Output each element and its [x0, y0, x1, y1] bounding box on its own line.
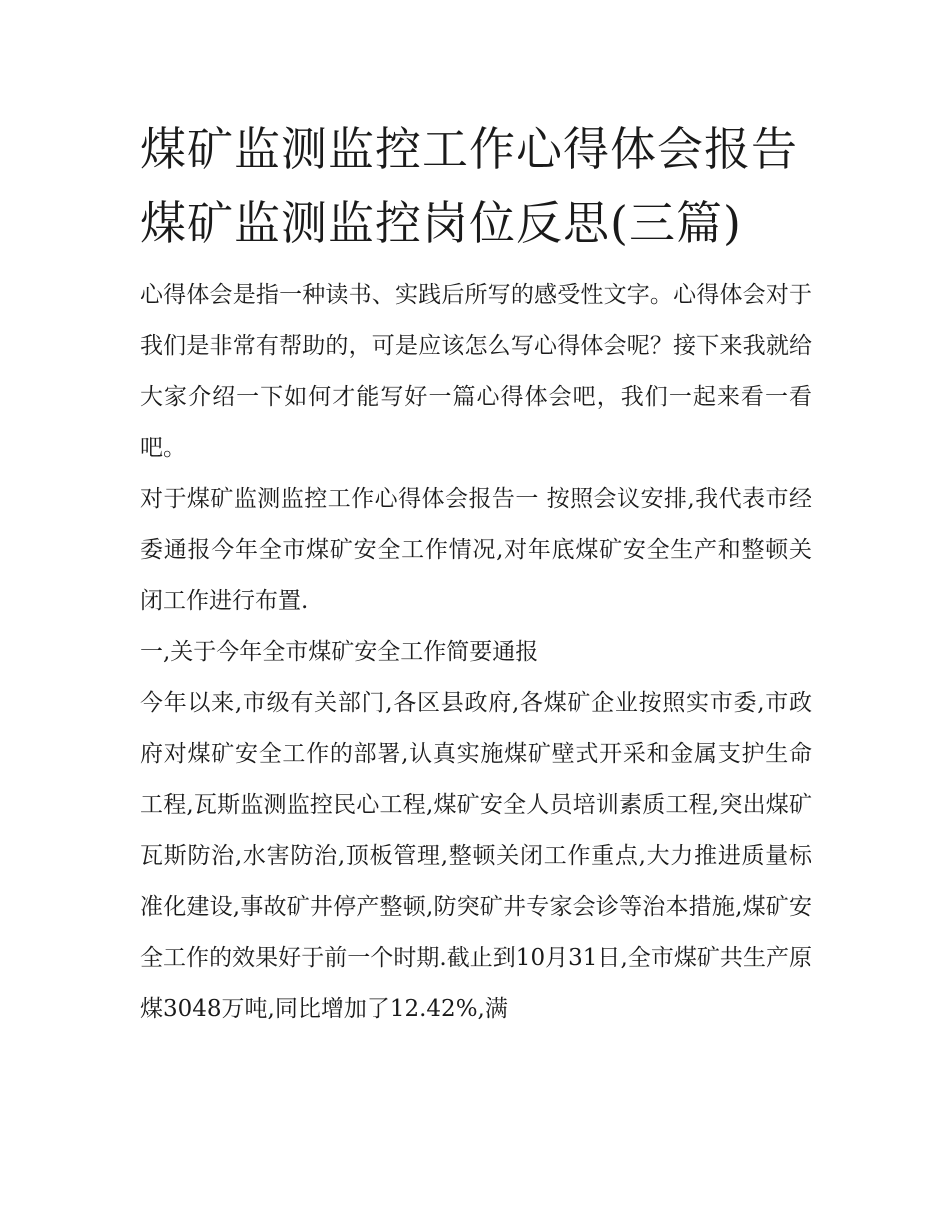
document-title: 煤矿监测监控工作心得体会报告 煤矿监测监控岗位反思(三篇) [140, 122, 798, 250]
section-heading: 一,关于今年全市煤矿安全工作简要通报 [140, 639, 539, 665]
document-page [140, 112, 812, 1035]
report-intro-paragraph: 对于煤矿监测监控工作心得体会报告一 按照会议安排,我代表市经委通报今年全市煤矿安全工作情况,对年底煤矿安全生产和整顿关闭工作进行布置. [140, 486, 812, 614]
intro-paragraph: 心得体会是指一种读书、实践后所写的感受性文字。心得体会对于我们是非常有帮助的，可是应该怎么写心得体会呢？接下来我就给大家介绍一下如何才能写好一篇心得体会吧，我们一起来看一看吧。 [140, 282, 812, 461]
body-paragraph: 今年以来,市级有关部门,各区县政府,各煤矿企业按照实市委,市政府对煤矿安全工作的部署,认真实施煤矿壁式开采和金属支护生命工程,瓦斯监测监控民心工程,煤矿安全人员培训素质工程,突出煤矿瓦斯防治,水害防治,顶板管理,整顿关闭工作重点,大力推进质量标准化建设,事故矿井停产整顿,防突矿井专家会诊等治本措施,煤矿安全工作的效果好于前一个时期.截止到10月31日,全市煤矿共生产原煤3048万吨,同比增加了12.42%,满 [140, 690, 812, 1022]
